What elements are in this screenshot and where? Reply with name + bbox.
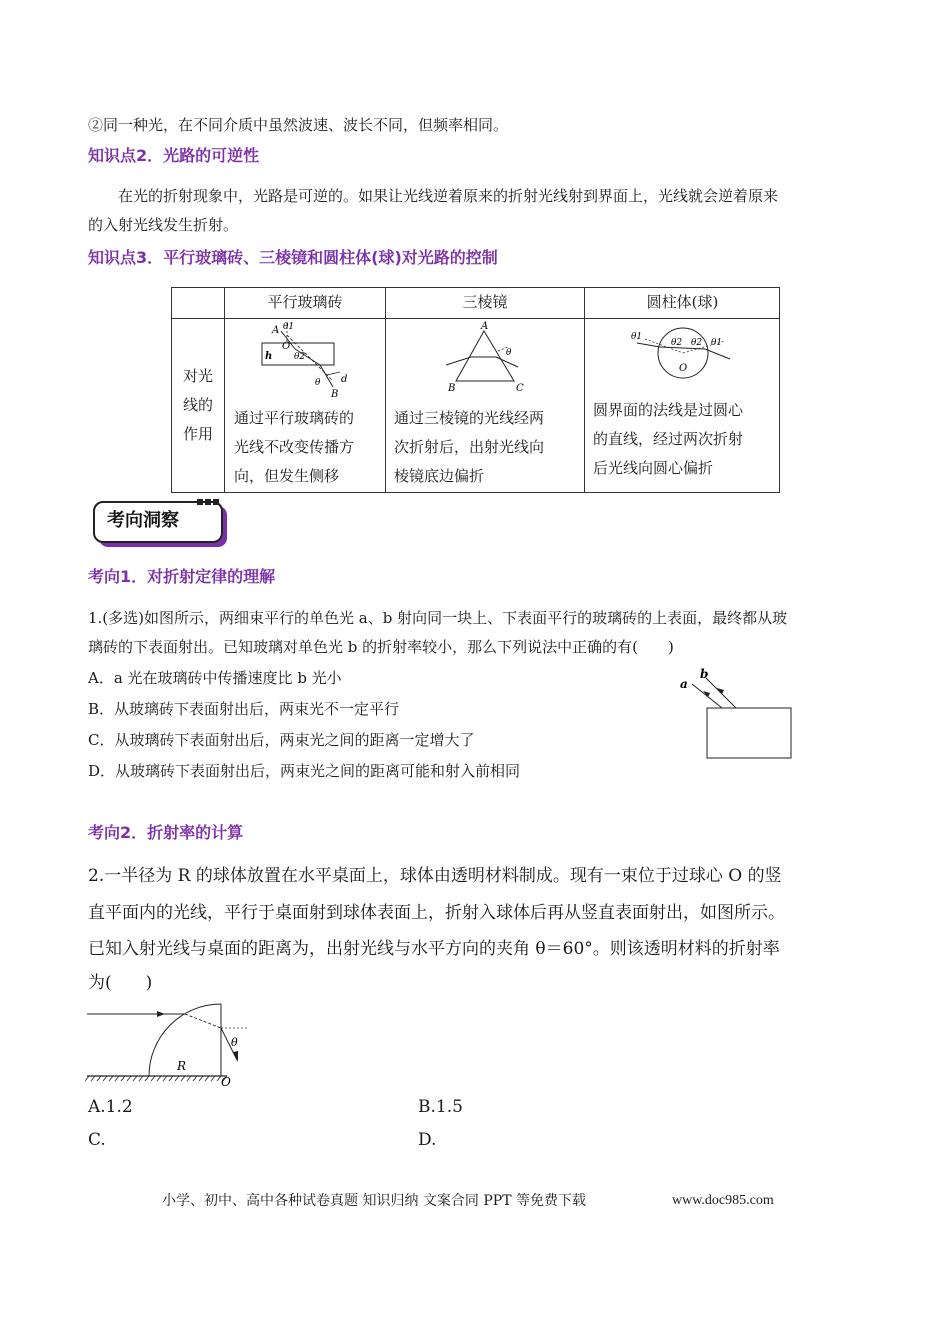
svg-text:θ: θ (231, 1036, 238, 1049)
q2-stem: 为( ) (88, 973, 153, 993)
table-header-prism: 三棱镜 (462, 293, 508, 311)
q1-stem: 1.(多选)如图所示，两细束平行的单色光 a、b 射向同一块上、下表面平行的玻璃砖的上表面，最终都从玻 (88, 609, 788, 627)
svg-text:a: a (680, 677, 688, 691)
svg-text:B: B (331, 389, 339, 400)
svg-text:C: C (516, 383, 524, 394)
q1-option-d: D．从玻璃砖下表面射出后，两束光之间的距离可能和射入前相同 (88, 762, 521, 780)
section-badge: 考向洞察 (93, 499, 229, 549)
q2-hemisphere-figure (85, 1002, 260, 1092)
table-header-slab: 平行玻璃砖 (267, 293, 343, 311)
q2-option-b: B.1.5 (418, 1097, 463, 1117)
text-line: ②同一种光，在不同介质中虽然波速、波长不同，但频率相同。 (88, 116, 509, 134)
q2-option-d: D. (418, 1130, 437, 1150)
q1-heading: 考向1．对折射定律的理解 (88, 567, 276, 586)
prism-description: 通过三棱镜的光线经两 次折射后，出射光线向 棱镜底边偏折 (394, 409, 545, 485)
q1-option-a: A．a 光在玻璃砖中传播速度比 b 光小 (88, 669, 342, 687)
paragraph-line: 在光的折射现象中，光路是可逆的。如果让光线逆着原来的折射光线射到界面上，光线就会逆着原来 (118, 187, 779, 205)
q2-option-c: C. (88, 1130, 106, 1150)
q1-glass-block-figure (670, 662, 800, 762)
svg-text:θ2: θ2 (294, 352, 306, 362)
q2-stem: 已知入射光线与桌面的距离为，出射光线与水平方向的夹角 θ＝60°。则该透明材料的折射率 (88, 939, 780, 959)
q2-option-a: A.1.2 (88, 1097, 133, 1117)
svg-text:θ2: θ2 (671, 338, 683, 348)
slab-diagram (225, 319, 385, 409)
footer-site: www.doc985.com (672, 1193, 774, 1208)
optics-table (171, 287, 780, 493)
section-heading-3: 知识点3．平行玻璃砖、三棱镜和圆柱体(球)对光路的控制 (88, 248, 498, 267)
svg-text:B: B (448, 383, 456, 394)
q1-option-c: C．从玻璃砖下表面射出后，两束光之间的距离一定增大了 (88, 731, 475, 749)
svg-text:h: h (265, 351, 273, 362)
svg-text:θ: θ (315, 378, 321, 388)
slab-description: 通过平行玻璃砖的 光线不改变传播方 向，但发生侧移 (234, 409, 355, 485)
table-header-cylinder: 圆柱体(球) (646, 293, 719, 311)
svg-text:d: d (341, 374, 348, 385)
prism-diagram (386, 319, 584, 399)
svg-text:θ1: θ1 (711, 338, 723, 348)
svg-text:O: O (679, 363, 688, 374)
q2-stem: 直平面内的光线，平行于桌面射到球体表面上，折射入球体后再从竖直表面射出，如图所示。 (88, 903, 785, 923)
q2-stem: 2.一半径为 R 的球体放置在水平桌面上，球体由透明材料制成。现有一束位于过球心 O 的竖 (88, 866, 782, 886)
q1-stem: 璃砖的下表面射出。已知玻璃对单色光 b 的折射率较小，那么下列说法中正确的有( ) (88, 638, 674, 656)
svg-text:θ1: θ1 (283, 322, 295, 332)
svg-text:θ: θ (506, 348, 512, 358)
section-heading-2: 知识点2．光路的可逆性 (88, 146, 260, 165)
svg-text:O: O (282, 341, 291, 352)
cylinder-diagram (585, 319, 780, 399)
paragraph-line: 的入射光线发生折射。 (88, 216, 239, 234)
svg-text:b: b (700, 667, 709, 681)
svg-text:θ2: θ2 (691, 338, 703, 348)
svg-text:A: A (481, 321, 489, 332)
svg-text:θ1: θ1 (631, 332, 643, 342)
row-label: 对光 线的 作用 (182, 367, 213, 443)
q1-option-b: B．从玻璃砖下表面射出后，两束光不一定平行 (88, 700, 400, 718)
footer-text: 小学、初中、高中各种试卷真题 知识归纳 文案合同 PPT 等免费下载 (162, 1193, 586, 1209)
q2-heading: 考向2．折射率的计算 (88, 823, 244, 842)
svg-text:O: O (221, 1075, 231, 1089)
cylinder-description: 圆界面的法线是过圆心 的直线，经过两次折射 后光线向圆心偏折 (593, 401, 744, 477)
svg-text:R: R (177, 1059, 187, 1073)
svg-text:A: A (272, 325, 280, 336)
